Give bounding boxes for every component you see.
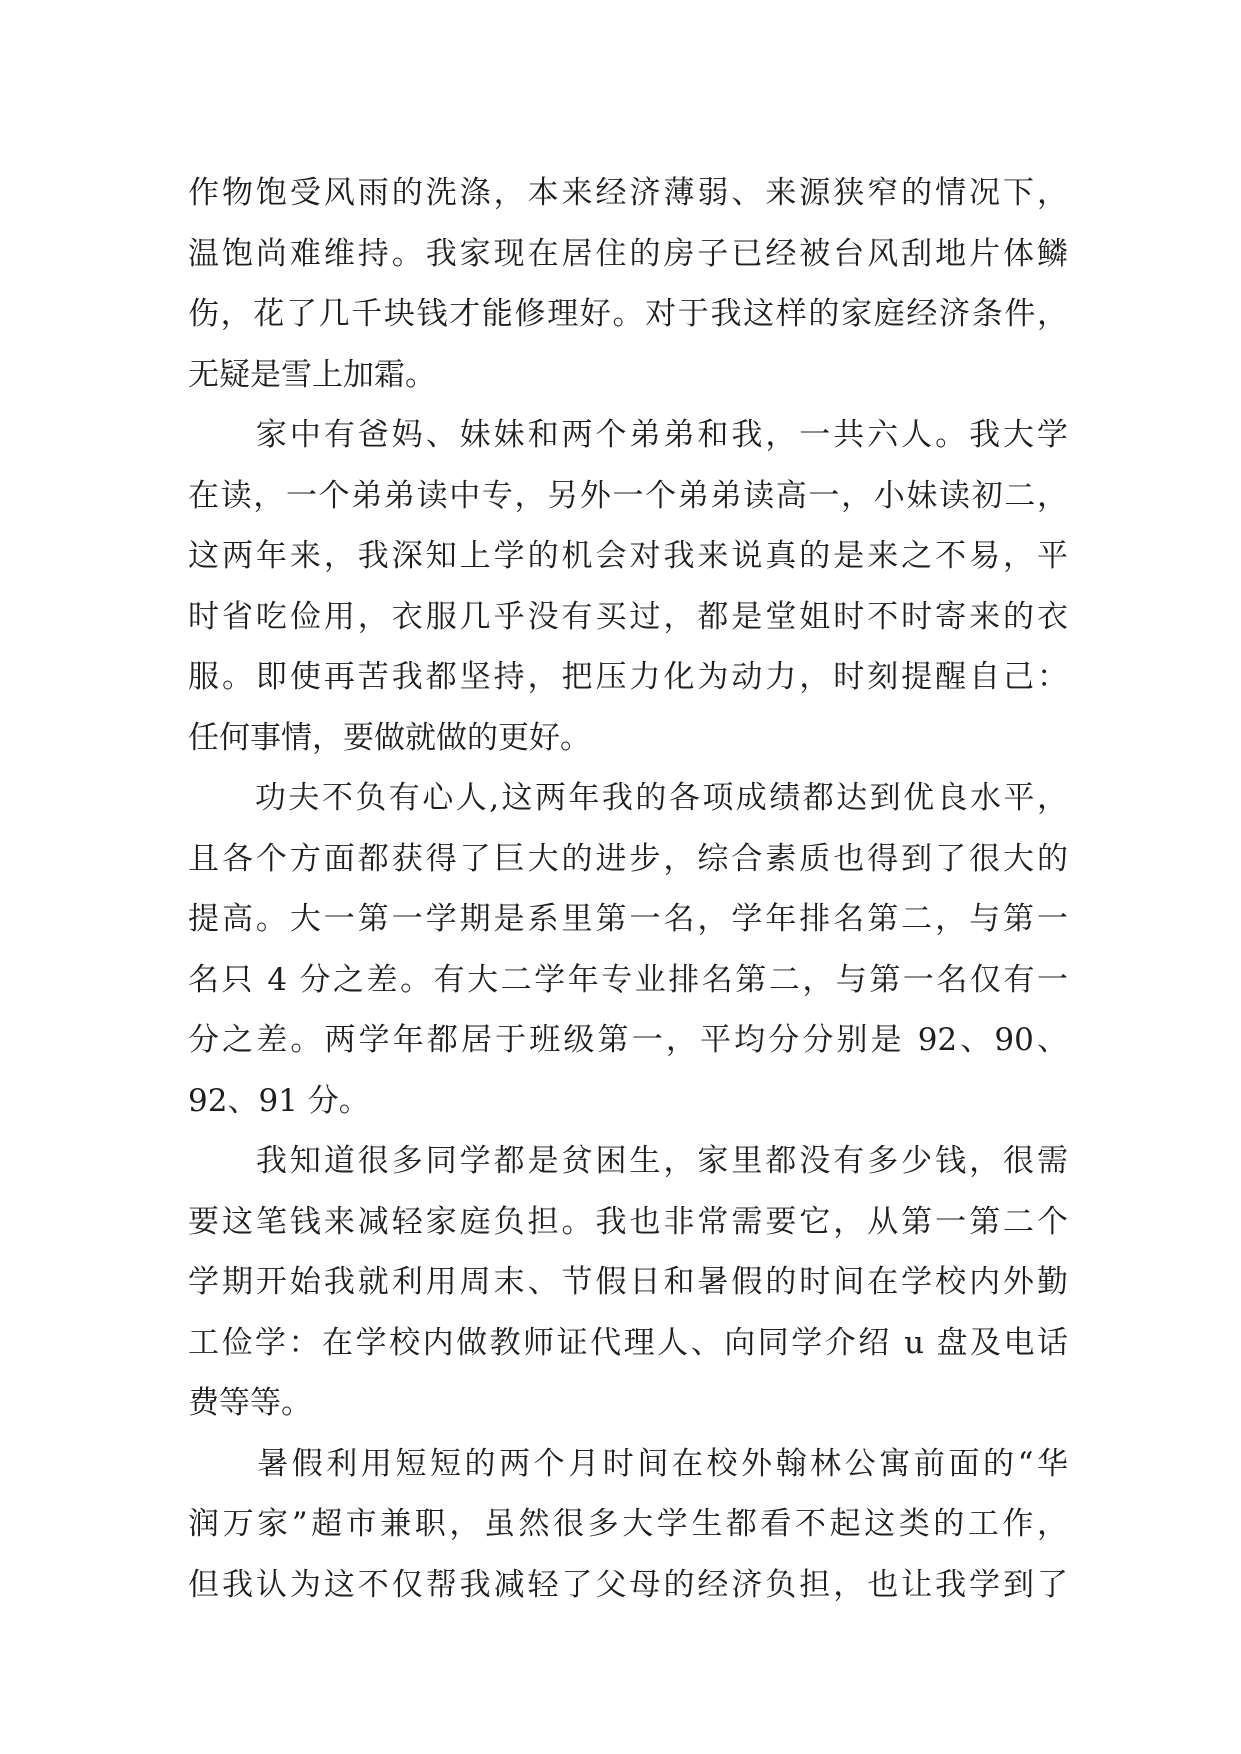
text-line: 服。即使再苦我都坚持，把压力化为动力，时刻提醒自己： [188,659,1068,695]
text-line: 润万家”超市兼职，虽然很多大学生都看不起这类的工作， [188,1506,1068,1542]
text-line: 学期开始我就利用周末、节假日和暑假的时间在学校内外勤 [188,1264,1068,1300]
text-line: 家中有爸妈、妹妹和两个弟弟和我，一共六人。我大学 [188,417,1068,453]
text-line: 要这笔钱来减轻家庭负担。我也非常需要它，从第一第二个 [188,1203,1068,1240]
text-line: 我知道很多同学都是贫困生，家里都没有多少钱，很需 [188,1143,1068,1179]
text-line: 温饱尚难维持。我家现在居住的房子已经被台风刮地片体鳞 [188,235,1068,272]
text-line: 无疑是雪上加霜。 [188,356,436,393]
body-text [188,163,1068,1615]
text-line: 在读，一个弟弟读中专，另外一个弟弟读高一，小妹读初二， [188,477,1068,514]
text-line: 费等等。 [188,1385,312,1421]
text-line: 但我认为这不仅帮我减轻了父母的经济负担，也让我学到了 [188,1566,1068,1603]
text-line: 时省吃俭用，衣服几乎没有买过，都是堂姐时不时寄来的衣 [188,598,1068,635]
text-line: 任何事情，要做就做的更好。 [188,719,591,756]
text-line: 分之差。两学年都居于班级第一，平均分分别是 92、90、 [188,1022,1068,1058]
text-line: 且各个方面都获得了巨大的进步，综合素质也得到了很大的 [188,840,1068,877]
text-line: 功夫不负有心人,这两年我的各项成绩都达到优良水平， [188,780,1068,816]
text-line: 伤，花了几千块钱才能修理好。对于我这样的家庭经济条件， [188,296,1068,332]
text-line: 名只 4 分之差。有大二学年专业排名第二，与第一名仅有一 [188,961,1068,998]
text-line: 作物饱受风雨的洗涤，本来经济薄弱、来源狭窄的情况下， [188,175,1068,211]
text-line: 这两年来，我深知上学的机会对我来说真的是来之不易，平 [188,538,1068,574]
text-line: 92、91 分。 [188,1082,370,1119]
text-line: 暑假利用短短的两个月时间在校外翰林公寓前面的“华 [188,1445,1068,1482]
text-line: 提高。大一第一学期是系里第一名，学年排名第二，与第一 [188,901,1068,937]
text-line: 工俭学：在学校内做教师证代理人、向同学介绍 u 盘及电话 [188,1324,1068,1361]
